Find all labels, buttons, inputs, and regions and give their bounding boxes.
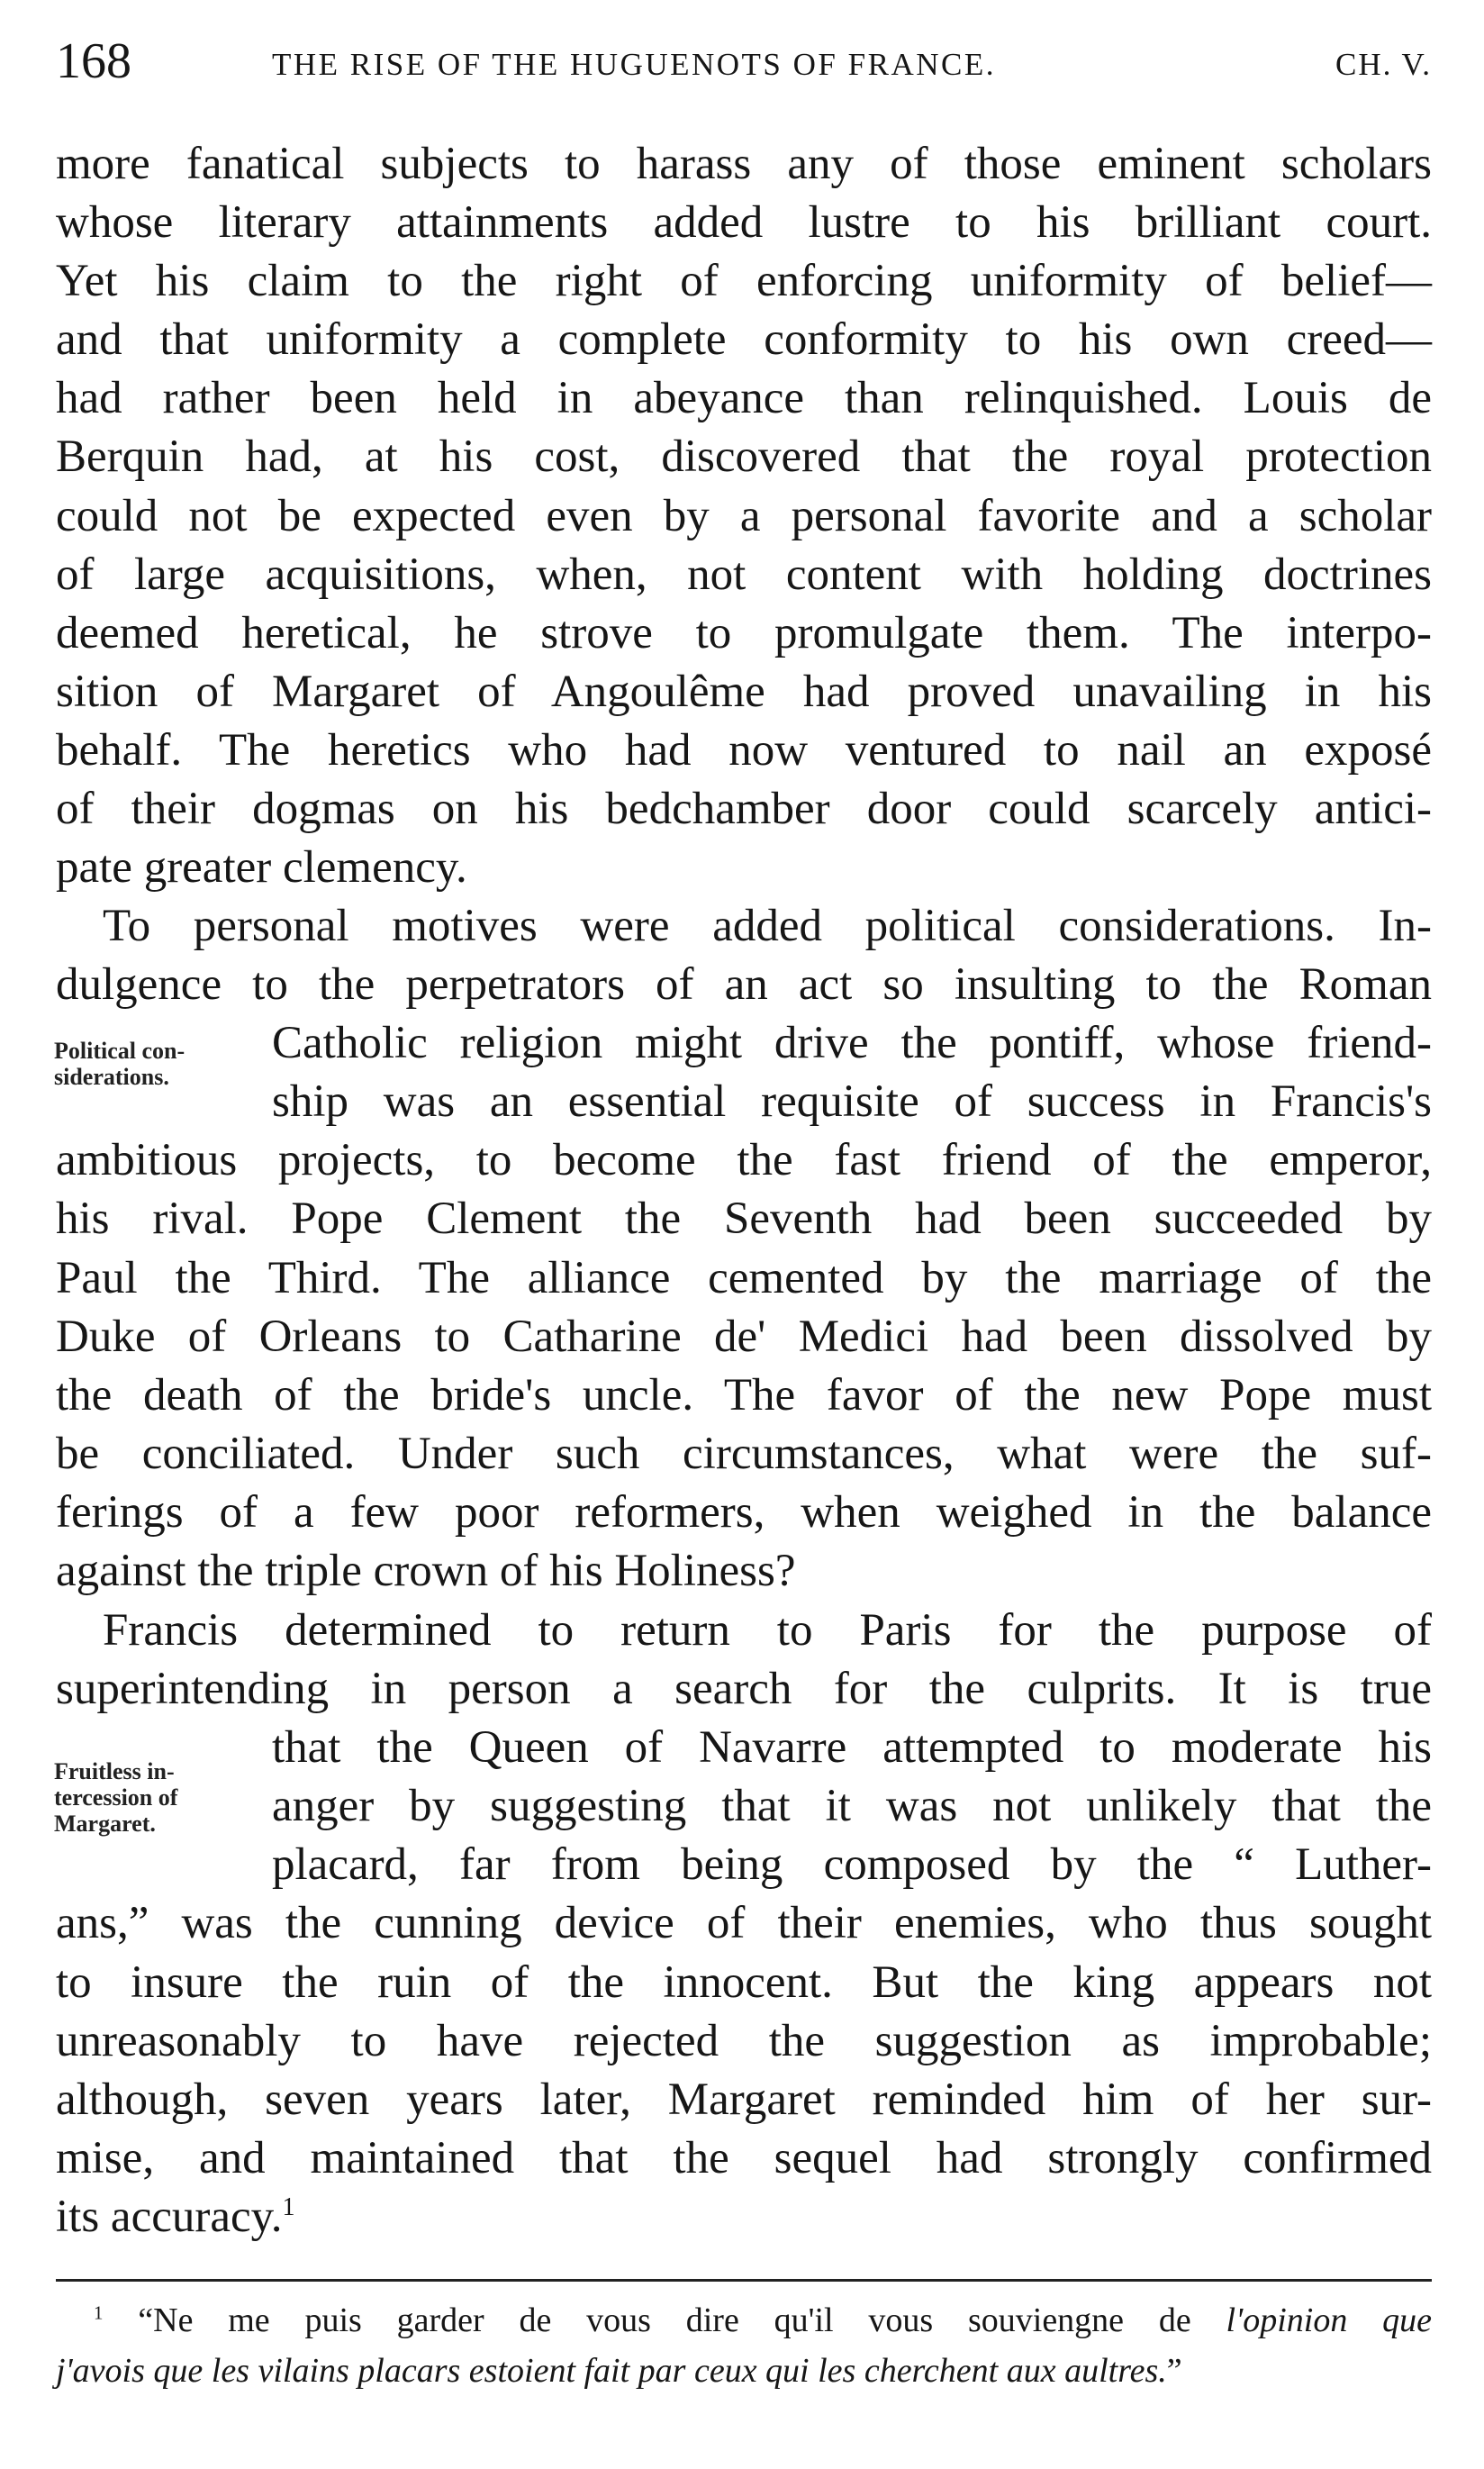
sidenote-line: Political con- <box>54 1038 186 1064</box>
text-line: ship was an essential requisite of success in Francis's <box>272 1076 1432 1128</box>
footnote-marker: 1 <box>94 2301 104 2324</box>
sidenote-line: Margaret. <box>54 1811 156 1837</box>
text-line: deemed heretical, he strove to promulgate them. The interpo- <box>56 607 1432 658</box>
text-line: Francis determined to return to Paris for the purpose of <box>103 1605 1432 1656</box>
running-head <box>56 34 1432 88</box>
text-line: ans,” was the cunning device of their enemies, who thus sought <box>56 1898 1432 1949</box>
text-line: that the Queen of Navarre attempted to moderate his <box>272 1722 1432 1774</box>
text-line: more fanatical subjects to harass any of those eminent scholars <box>56 139 1432 189</box>
paragraph-1 <box>56 135 1432 897</box>
text-line: anger by suggesting that it was not unlikely that the <box>272 1781 1432 1832</box>
footnote-closing-quote: ” <box>1166 2352 1182 2390</box>
footnote-italic-text: l'opinion que <box>1226 2301 1433 2339</box>
footnote-divider <box>56 2279 1432 2282</box>
text-line: to insure the ruin of the innocent. But the king appears not <box>56 1956 1432 2008</box>
text-line: of their dogmas on his bedchamber door could scarcely antici- <box>56 784 1432 835</box>
text-line: ambitious projects, to become the fast friend of the emperor, <box>56 1135 1432 1186</box>
sidenote-line: Fruitless in- <box>54 1758 175 1784</box>
text-line: ferings of a few poor reformers, when weighed in the balance <box>56 1486 1432 1538</box>
text-line: unreasonably to have rejected the suggestion as improbable; <box>56 2015 1432 2066</box>
chapter-reference: CH. V. <box>1335 47 1432 82</box>
text-line: sition of Margaret of Angoulême had proved unavailing in his <box>56 666 1432 717</box>
text-line: whose literary attainments added lustre to his brilliant court. <box>56 197 1432 249</box>
text-line: although, seven years later, Margaret reminded him of her sur- <box>56 2074 1432 2125</box>
text-line: could not be expected even by a personal favorite and a scholar <box>56 490 1432 541</box>
footnote-italic-text: j'avois que les vilains placars estoient fait par ceux qui les cherchent aux aultres. <box>56 2352 1167 2390</box>
text-line: To personal motives were added political considerations. In- <box>103 901 1432 951</box>
text-line: of large acquisitions, when, not content with holding doctrines <box>56 549 1432 600</box>
text-line: Catholic religion might drive the pontiff, whose friend- <box>272 1018 1432 1069</box>
footnote-line <box>56 2295 1432 2346</box>
text-line: and that uniformity a complete conformity to his own creed— <box>56 314 1432 366</box>
sidenote-fruitless-intercession <box>54 1758 177 1837</box>
text-line: Duke of Orleans to Catharine de' Medici had been dissolved by <box>56 1311 1432 1362</box>
footnote-reference: 1 <box>282 2192 295 2221</box>
text-line: Yet his claim to the right of enforcing uniformity of belief— <box>56 256 1432 307</box>
footnote-line <box>56 2346 1432 2396</box>
text-line: the death of the bride's uncle. The favor of the new Pope must <box>56 1369 1432 1421</box>
text-line: pate greater clemency. <box>56 842 467 894</box>
page-number: 168 <box>56 33 131 89</box>
text-line: mise, and maintained that the sequel had strongly confirmed <box>56 2132 1432 2183</box>
footnote <box>56 2295 1432 2396</box>
paragraph-2 <box>56 897 1432 1601</box>
sidenote-line: siderations. <box>54 1064 169 1090</box>
paragraph-3 <box>56 1602 1432 2247</box>
text-line: had rather been held in abeyance than relinquished. Louis de <box>56 373 1432 424</box>
sidenote-line: tercession of <box>54 1784 178 1811</box>
text-line-content: its accuracy. <box>56 2191 283 2242</box>
text-line: superintending in person a search for the culprits. It is true <box>56 1664 1432 1715</box>
running-title: THE RISE OF THE HUGUENOTS OF FRANCE. <box>272 47 996 82</box>
text-line: Berquin had, at his cost, discovered that the royal protection <box>56 431 1432 483</box>
text-line: be conciliated. Under such circumstances, what were the suf- <box>56 1428 1432 1479</box>
text-line: his rival. Pope Clement the Seventh had been succeeded by <box>56 1194 1432 1245</box>
text-line: dulgence to the perpetrators of an act so insulting to the Roman <box>56 959 1432 1011</box>
text-line <box>56 2188 1432 2247</box>
text-line: Paul the Third. The alliance cemented by the marriage of the <box>56 1252 1432 1303</box>
text-line: placard, far from being composed by the “ Luther- <box>272 1839 1432 1891</box>
sidenote-political-considerations <box>54 1038 185 1090</box>
text-line: against the triple crown of his Holiness? <box>56 1546 796 1597</box>
text-line: behalf. The heretics who had now ventured to nail an exposé <box>56 724 1432 776</box>
footnote-text: “Ne me puis garder de vous dire qu'il vous souviengne de <box>138 2301 1191 2339</box>
